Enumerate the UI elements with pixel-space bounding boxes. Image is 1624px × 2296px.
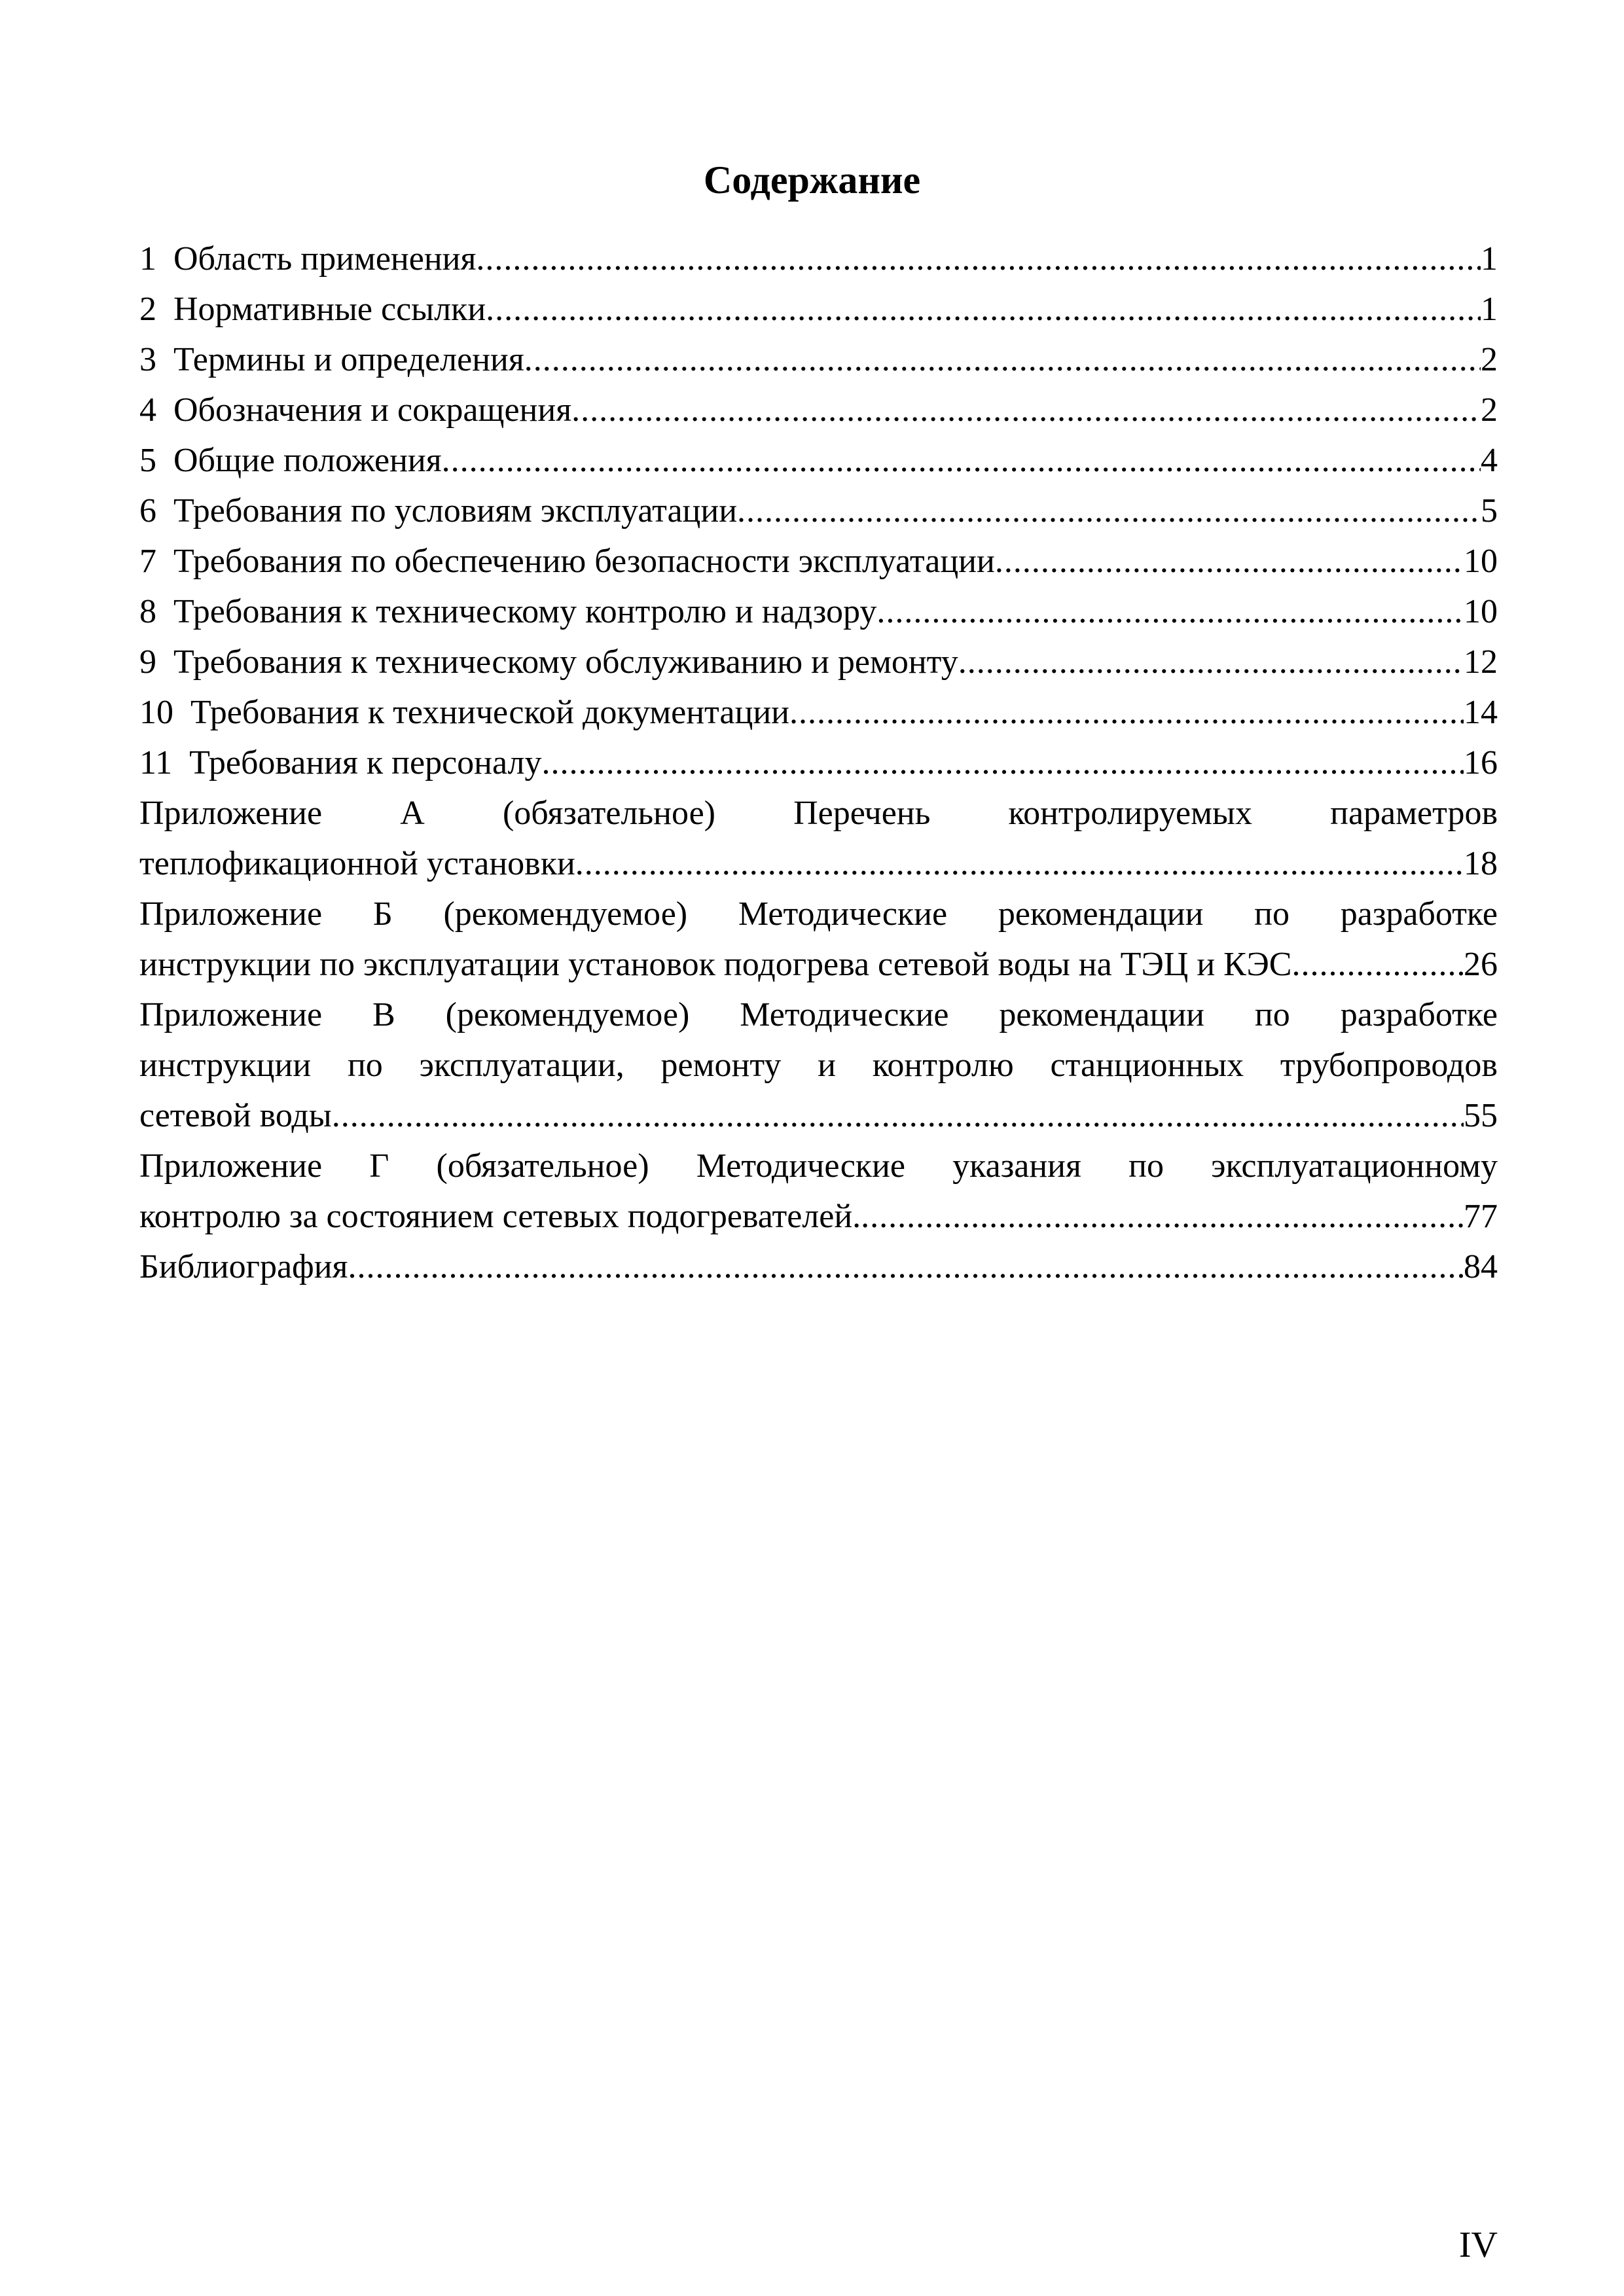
toc-entry-page: 10 — [1464, 543, 1498, 580]
toc-entry-label: Область применения — [173, 240, 477, 278]
page-title: Содержание — [703, 158, 921, 202]
toc-appendix-last-line — [139, 838, 1498, 889]
toc-entry-number: 3 — [139, 341, 156, 378]
toc-entry-number: 6 — [139, 492, 156, 529]
toc-entry-11[interactable] — [139, 738, 1498, 788]
toc-entry-page: 4 — [1481, 442, 1498, 479]
toc-entry-page: 26 — [1464, 946, 1498, 983]
toc-appendix-last-line — [139, 1090, 1498, 1141]
toc-leader-dots — [442, 435, 1481, 486]
toc-leader-dots — [476, 234, 1481, 284]
toc-entry-label: Обозначения и сокращения — [173, 391, 572, 429]
toc-entry-label: Термины и определения — [173, 341, 524, 378]
toc-entry-page: 12 — [1464, 643, 1498, 681]
toc-leader-dots — [332, 1090, 1464, 1141]
toc-entry-number: 7 — [139, 543, 156, 580]
toc-entry-page: 14 — [1464, 694, 1498, 731]
toc-leader-dots — [737, 486, 1481, 536]
toc-entry-number: 10 — [139, 694, 173, 731]
toc-entry-page: 10 — [1464, 593, 1498, 630]
toc-appendix-line: инструкции по эксплуатации, ремонту и контролю станционных трубопроводов — [139, 1047, 1498, 1084]
toc-appendix-line: Приложение Б (рекомендуемое) Методические рекомендации по разработке — [139, 895, 1498, 933]
toc-entry-page: 2 — [1481, 341, 1498, 378]
toc-appendix-2[interactable] — [139, 889, 1498, 990]
toc-leader-dots — [348, 1242, 1464, 1292]
toc-entry-label: Требования к технической документации — [190, 694, 789, 731]
toc-entry-number: 4 — [139, 391, 156, 429]
toc-appendix-1[interactable] — [139, 788, 1498, 889]
toc-leader-dots — [1291, 939, 1464, 990]
toc-entry-number: 5 — [139, 442, 156, 479]
toc-entry-7[interactable] — [139, 536, 1498, 586]
toc-entry-number: 11 — [139, 744, 173, 781]
toc-entry-page: 18 — [1464, 845, 1498, 882]
toc-entry-4[interactable] — [139, 385, 1498, 435]
toc-entry-page: 5 — [1481, 492, 1498, 529]
toc-entry-label: Требования к техническому обслуживанию и ремонту — [173, 643, 958, 681]
toc-leader-dots — [789, 687, 1464, 738]
toc-entry-page: 84 — [1464, 1248, 1498, 1285]
toc-entry-label: сетевой воды — [139, 1097, 332, 1134]
toc-entry-8[interactable] — [139, 586, 1498, 637]
toc-entry-page: 16 — [1464, 744, 1498, 781]
toc-entry-6[interactable] — [139, 486, 1498, 536]
toc-leader-dots — [542, 738, 1464, 788]
toc-entry-9[interactable] — [139, 637, 1498, 687]
toc-entry-label: Требования к персоналу — [189, 744, 542, 781]
toc-leader-dots — [571, 385, 1481, 435]
toc-entry-label: Требования к техническому контролю и надзору — [173, 593, 877, 630]
toc-entry-label: теплофикационной установки — [139, 845, 575, 882]
toc-entry-bibliography[interactable] — [139, 1242, 1498, 1292]
toc-entry-number: 2 — [139, 291, 156, 328]
toc-entry-label: Общие положения — [173, 442, 442, 479]
toc-entry-page: 55 — [1464, 1097, 1498, 1134]
toc-appendix-last-line — [139, 1191, 1498, 1242]
toc-entry-label: Требования по условиям эксплуатации — [173, 492, 738, 529]
toc-entry-label: Нормативные ссылки — [173, 291, 486, 328]
toc-appendix-3[interactable] — [139, 990, 1498, 1141]
toc-entry-page: 2 — [1481, 391, 1498, 429]
toc-appendix-last-line — [139, 939, 1498, 990]
toc-sections — [139, 234, 1498, 788]
toc-leader-dots — [524, 334, 1481, 385]
toc-entry-number: 8 — [139, 593, 156, 630]
toc-entry-label: Требования по обеспечению безопасности эксплуатации — [173, 543, 995, 580]
toc-entry-1[interactable] — [139, 234, 1498, 284]
toc-entry-3[interactable] — [139, 334, 1498, 385]
toc-entry-5[interactable] — [139, 435, 1498, 486]
toc-appendix-line: Приложение Г (обязательное) Методические указания по эксплуатационному — [139, 1147, 1498, 1185]
toc-entry-number: 9 — [139, 643, 156, 681]
toc-appendix-4[interactable] — [139, 1141, 1498, 1242]
toc-entry-page: 1 — [1481, 291, 1498, 328]
toc-entry-10[interactable] — [139, 687, 1498, 738]
toc-leader-dots — [575, 838, 1464, 889]
toc-entry-number: 1 — [139, 240, 156, 278]
toc-leader-dots — [876, 586, 1464, 637]
toc-leader-dots — [958, 637, 1464, 687]
toc-entry-label: Библиография — [139, 1248, 348, 1285]
toc-entry-label: инструкции по эксплуатации установок подогрева сетевой воды на ТЭЦ и КЭС — [139, 946, 1292, 983]
toc-leader-dots — [861, 1191, 1464, 1242]
table-of-contents — [139, 234, 1498, 1292]
toc-entry-label: контролю за состоянием сетевых подогревателей. — [139, 1198, 861, 1235]
page-number: IV — [1458, 2225, 1498, 2265]
toc-entry-page: 77 — [1464, 1198, 1498, 1235]
toc-appendix-line: Приложение В (рекомендуемое) Методические рекомендации по разработке — [139, 996, 1498, 1033]
toc-appendix-line: Приложение А (обязательное) Перечень контролируемых параметров — [139, 795, 1498, 832]
toc-leader-dots — [486, 284, 1481, 334]
toc-entry-page: 1 — [1481, 240, 1498, 278]
toc-leader-dots — [995, 536, 1464, 586]
toc-appendices — [139, 788, 1498, 1242]
toc-entry-2[interactable] — [139, 284, 1498, 334]
